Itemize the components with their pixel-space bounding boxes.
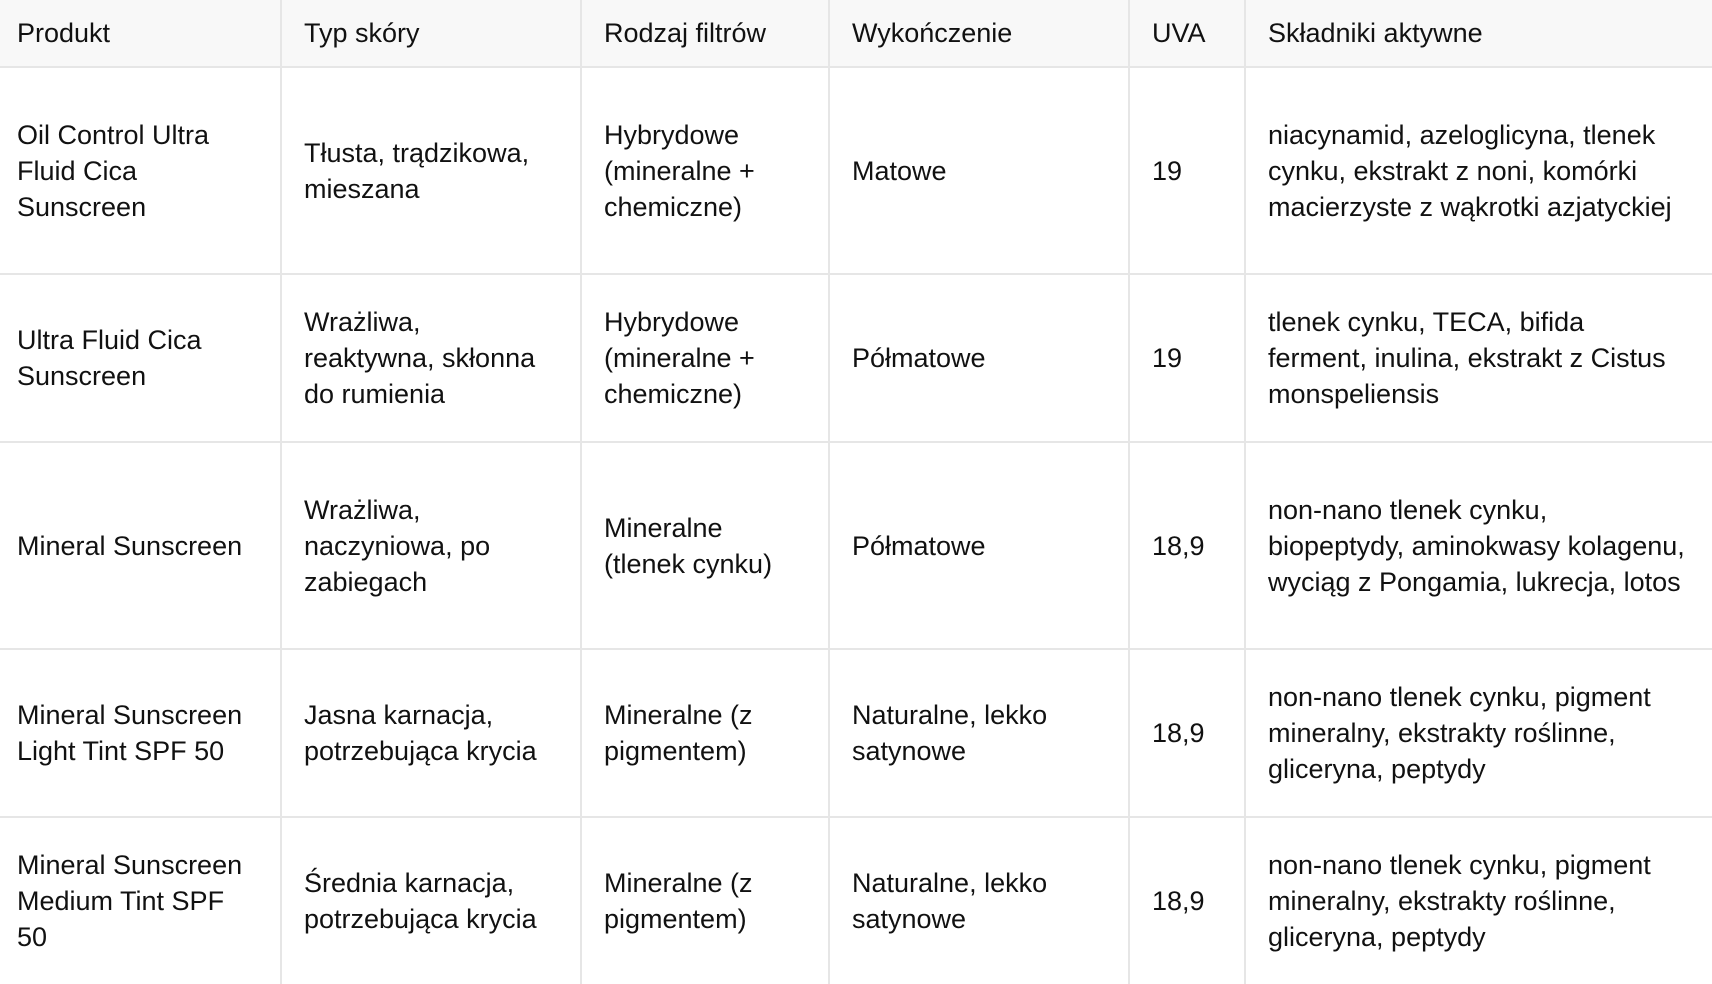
table-row bbox=[0, 817, 1712, 984]
cell-finish: Naturalne, lekko satynowe bbox=[829, 649, 1129, 817]
cell-uva: 19 bbox=[1129, 274, 1245, 442]
header-active-ingredients: Składniki aktywne bbox=[1245, 0, 1712, 67]
header-skin-type: Typ skóry bbox=[281, 0, 581, 67]
cell-uva: 18,9 bbox=[1129, 442, 1245, 649]
table-body bbox=[0, 67, 1712, 984]
cell-uva: 18,9 bbox=[1129, 649, 1245, 817]
cell-filter-type: Mineralne (z pigmentem) bbox=[581, 649, 829, 817]
cell-active-ingredients: non-nano tlenek cynku, pigment mineralny, ekstrakty roślinne, gliceryna, peptydy bbox=[1268, 850, 1651, 952]
header-uva: UVA bbox=[1129, 0, 1245, 67]
table-row bbox=[0, 442, 1712, 649]
cell-product: Ultra Fluid Cica Sunscreen bbox=[0, 274, 281, 442]
cell-finish: Matowe bbox=[829, 67, 1129, 274]
cell-active-ingredients: niacynamid, azeloglicyna, tlenek cynku, ekstrakt z noni, komórki macierzyste z wąkrotki azjatyckiej bbox=[1245, 67, 1712, 274]
header-finish: Wykończenie bbox=[829, 0, 1129, 67]
header-row bbox=[0, 0, 1712, 67]
cell-product: Mineral Sunscreen Light Tint SPF 50 bbox=[0, 649, 281, 817]
cell-filter-type: Mineralne (z pigmentem) bbox=[581, 817, 829, 984]
cell-product: Oil Control Ultra Fluid Cica Sunscreen bbox=[0, 67, 281, 274]
cell-skin-type: Średnia karnacja, potrzebująca krycia bbox=[281, 817, 581, 984]
cell-filter-type: Mineralne (tlenek cynku) bbox=[581, 442, 829, 649]
table-row bbox=[0, 649, 1712, 817]
cell-skin-type: Tłusta, trądzikowa, mieszana bbox=[281, 67, 581, 274]
cell-skin-type: Wrażliwa, reaktywna, skłonna do rumienia bbox=[281, 274, 581, 442]
cell-product: Mineral Sunscreen Medium Tint SPF 50 bbox=[0, 817, 281, 984]
cell-finish: Półmatowe bbox=[829, 442, 1129, 649]
table-row bbox=[0, 67, 1712, 274]
cell-active-ingredients: non-nano tlenek cynku, biopeptydy, aminokwasy kolagenu, wyciąg z Pongamia, lukrecja, lotos bbox=[1245, 442, 1712, 649]
cell-filter-type: Hybrydowe (mineralne + chemiczne) bbox=[581, 274, 829, 442]
cell-finish: Półmatowe bbox=[829, 274, 1129, 442]
header-filter-type: Rodzaj filtrów bbox=[581, 0, 829, 67]
cell-skin-type: Jasna karnacja, potrzebująca krycia bbox=[281, 649, 581, 817]
cell-filter-type: Hybrydowe (mineralne + chemiczne) bbox=[581, 67, 829, 274]
cell-active-ingredients: non-nano tlenek cynku, pigment mineralny, ekstrakty roślinne, gliceryna, peptydy bbox=[1245, 649, 1712, 817]
table-header bbox=[0, 0, 1712, 67]
cell-active-ingredients: tlenek cynku, TECA, bifida ferment, inulina, ekstrakt z Cistus monspeliensis bbox=[1245, 274, 1712, 442]
cell-uva: 18,9 bbox=[1129, 817, 1245, 984]
table-row bbox=[0, 274, 1712, 442]
cell-uva: 19 bbox=[1129, 67, 1245, 274]
cell-finish: Naturalne, lekko satynowe bbox=[829, 817, 1129, 984]
header-product: Produkt bbox=[0, 0, 281, 67]
cell-product: Mineral Sunscreen bbox=[0, 442, 281, 649]
cell-skin-type: Wrażliwa, naczyniowa, po zabiegach bbox=[281, 442, 581, 649]
